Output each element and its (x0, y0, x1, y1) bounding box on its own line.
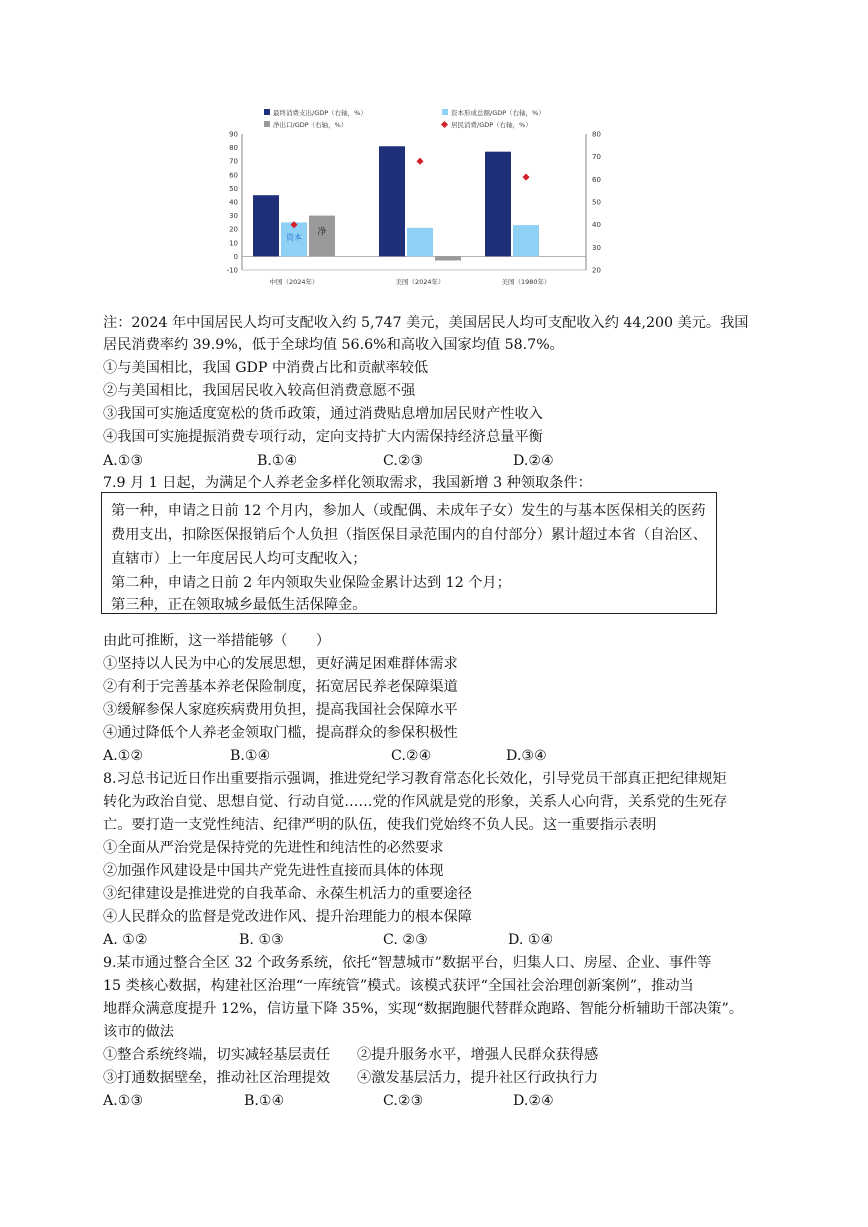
bar-1-1 (407, 228, 433, 257)
left-tick-label-1: 80 (229, 144, 238, 153)
q9-option-3: ③打通数据壁垒，推动社区治理提效 (103, 1070, 331, 1086)
q9-answer-b[interactable]: B.①④ (244, 1093, 285, 1109)
q6-answer-a[interactable]: A.①③ (103, 453, 144, 469)
q7-box-line-4: 第二种，申请之日前 2 年内领取失业保险金累计达到 12 个月； (111, 575, 511, 591)
left-tick-label-10: -10 (226, 266, 238, 275)
q8-answer-d[interactable]: D. ①④ (508, 932, 554, 948)
q9-stem-2: 15 类核心数据，构建社区治理“一库统管”模式。该模式获评“全国社会治理创新案例”，推动当 (103, 978, 694, 994)
chart-note-line2: 居民消费率约 39.9%，低于全球均值 56.6%和高收入国家均值 58.7%。 (103, 337, 564, 353)
q8-stem-3: 亡。要打造一支党性纯洁、纪律严明的队伍，使我们党始终不负人民。这一重要指示表明 (103, 817, 657, 833)
q7-option-1: ①坚持以人民为中心的发展思想，更好满足困难群体需求 (103, 656, 458, 672)
legend-label-3: 居民消费/GDP（右轴，%） (451, 121, 532, 129)
q9-option-4: ④激发基层活力，提升社区行政执行力 (357, 1070, 599, 1086)
q7-option-3: ③缓解参保人家庭疾病费用负担，提高我国社会保障水平 (103, 702, 458, 718)
q6-answer-d[interactable]: D.②④ (513, 453, 554, 469)
legend-swatch-2 (264, 121, 270, 127)
q8-stem-2: 转化为政治自觉、思想自觉、行动自觉……党的作风就是党的形象，关系人心向背，关系党的生死存 (103, 794, 728, 810)
q6-option-3: ③我国可实施适度宽松的货币政策，通过消费贴息增加居民财产性收入 (103, 406, 543, 422)
right-tick-label-3: 50 (592, 198, 601, 207)
bar-annotation-1: 净 (317, 227, 327, 238)
point-2 (522, 174, 529, 181)
legend-label-2: 净出口/GDP（右轴，%） (273, 121, 348, 129)
legend-swatch-1 (442, 109, 448, 115)
left-tick-label-6: 30 (229, 212, 238, 221)
q9-answer-c[interactable]: C.②③ (383, 1093, 424, 1109)
q8-stem-1: 8.习总书记近日作出重要指示强调，推进党纪学习教育常态化长效化，引导党员干部真正把纪律规矩 (103, 771, 727, 787)
point-1 (416, 158, 423, 165)
q7-answer-b[interactable]: B.①④ (230, 748, 271, 764)
chart-svg (212, 104, 612, 296)
q7-answer-a[interactable]: A.①② (103, 748, 144, 764)
economic-structure-chart (212, 104, 612, 296)
chart-note-line1: 注：2024 年中国居民人均可支配收入约 5,747 美元，美国居民人均可支配收入约 44,200 美元。我国 (103, 315, 749, 331)
q7-answer-d[interactable]: D.③④ (506, 748, 547, 764)
right-tick-label-4: 40 (592, 221, 601, 230)
right-tick-label-5: 30 (592, 243, 601, 252)
q7-option-4: ④通过降低个人养老金领取门槛，提高群众的参保积极性 (103, 725, 458, 741)
q9-stem-1: 9.某市通过整合全区 32 个政务系统，依托“智慧城市”数据平台，归集人口、房屋、企业、事件等 (103, 955, 712, 971)
q7-answer-c[interactable]: C.②④ (391, 748, 432, 764)
q7-box-line-5: 第三种，正在领取城乡最低生活保障金。 (111, 597, 367, 613)
q7-box-line-3: 直辖市）上一年度居民人均可支配收入； (111, 551, 367, 567)
bar-0-0 (253, 195, 279, 256)
q7-box-line-1: 第一种，申请之日前 12 个月内，参加人（或配偶、未成年子女）发生的与基本医保相关的医药 (111, 503, 706, 519)
q8-answer-c[interactable]: C. ②③ (383, 932, 428, 948)
bar-annotation-0: 资本 (286, 233, 302, 243)
category-label-0: 中国（2024年） (269, 278, 319, 286)
q7-option-2: ②有利于完善基本养老保险制度，拓宽居民养老保障渠道 (103, 679, 458, 695)
legend-marker-3 (441, 121, 448, 128)
q8-answer-b[interactable]: B. ①③ (239, 932, 284, 948)
q7-box-line-2: 费用支出，扣除医保报销后个人负担（指医保目录范围内的自付部分）累计超过本省（自治区、 (111, 527, 707, 543)
legend-label-0: 最终消费支出/GDP（右轴，%） (273, 109, 367, 117)
q7-question: 由此可推断，这一举措能够（ ） (103, 633, 331, 649)
q6-option-1: ①与美国相比，我国 GDP 中消费占比和贡献率较低 (103, 360, 429, 376)
legend-swatch-0 (264, 109, 270, 115)
q8-option-3: ③纪律建设是推进党的自我革命、永葆生机活力的重要途径 (103, 886, 472, 902)
q9-option-1: ①整合系统终端，切实减轻基层责任 (103, 1047, 331, 1063)
q8-option-4: ④人民群众的监督是党改进作风、提升治理能力的根本保障 (103, 909, 472, 925)
q6-option-4: ④我国可实施提振消费专项行动，定向支持扩大内需保持经济总量平衡 (103, 429, 543, 445)
q7-stem: 7.9 月 1 日起，为满足个人养老金多样化领取需求，我国新增 3 种领取条件： (103, 475, 592, 491)
left-tick-label-4: 50 (229, 184, 238, 193)
bar-1-2 (513, 225, 539, 256)
q8-option-2: ②加强作风建设是中国共产党先进性直接而具体的体现 (103, 863, 444, 879)
q8-option-1: ①全面从严治党是保持党的先进性和纯洁性的必然要求 (103, 840, 444, 856)
q9-stem-4: 该市的做法 (103, 1024, 174, 1040)
q9-option-2: ②提升服务水平，增强人民群众获得感 (357, 1047, 599, 1063)
right-tick-label-0: 80 (592, 130, 601, 139)
q6-answer-b[interactable]: B.①④ (257, 453, 298, 469)
bar-0-1 (379, 146, 405, 256)
category-label-2: 美国（1980年） (501, 278, 551, 286)
left-tick-label-2: 70 (229, 157, 238, 166)
right-tick-label-1: 70 (592, 153, 601, 162)
right-tick-label-6: 20 (592, 266, 601, 275)
bar-2-1 (435, 256, 461, 260)
left-tick-label-5: 40 (229, 198, 238, 207)
left-tick-label-8: 10 (229, 239, 238, 248)
q6-option-2: ②与美国相比，我国居民收入较高但消费意愿不强 (103, 383, 416, 399)
left-tick-label-3: 60 (229, 171, 238, 180)
q9-answer-a[interactable]: A.①③ (103, 1093, 144, 1109)
bar-0-2 (485, 152, 511, 257)
q9-stem-3: 地群众满意度提升 12%，信访量下降 35%，实现“数据跑腿代替群众跑路、智能分析辅助干部决策”。 (103, 1001, 743, 1017)
left-tick-label-7: 20 (229, 225, 238, 234)
right-tick-label-2: 60 (592, 175, 601, 184)
left-tick-label-0: 90 (229, 130, 238, 139)
left-tick-label-9: 0 (233, 252, 238, 261)
legend-label-1: 资本形成总额/GDP（右轴，%） (451, 109, 545, 117)
q8-answer-a[interactable]: A. ①② (103, 932, 148, 948)
q7-material-box (101, 492, 717, 614)
category-label-1: 美国（2024年） (395, 278, 445, 286)
q6-answer-c[interactable]: C.②③ (383, 453, 424, 469)
q9-answer-d[interactable]: D.②④ (513, 1093, 554, 1109)
